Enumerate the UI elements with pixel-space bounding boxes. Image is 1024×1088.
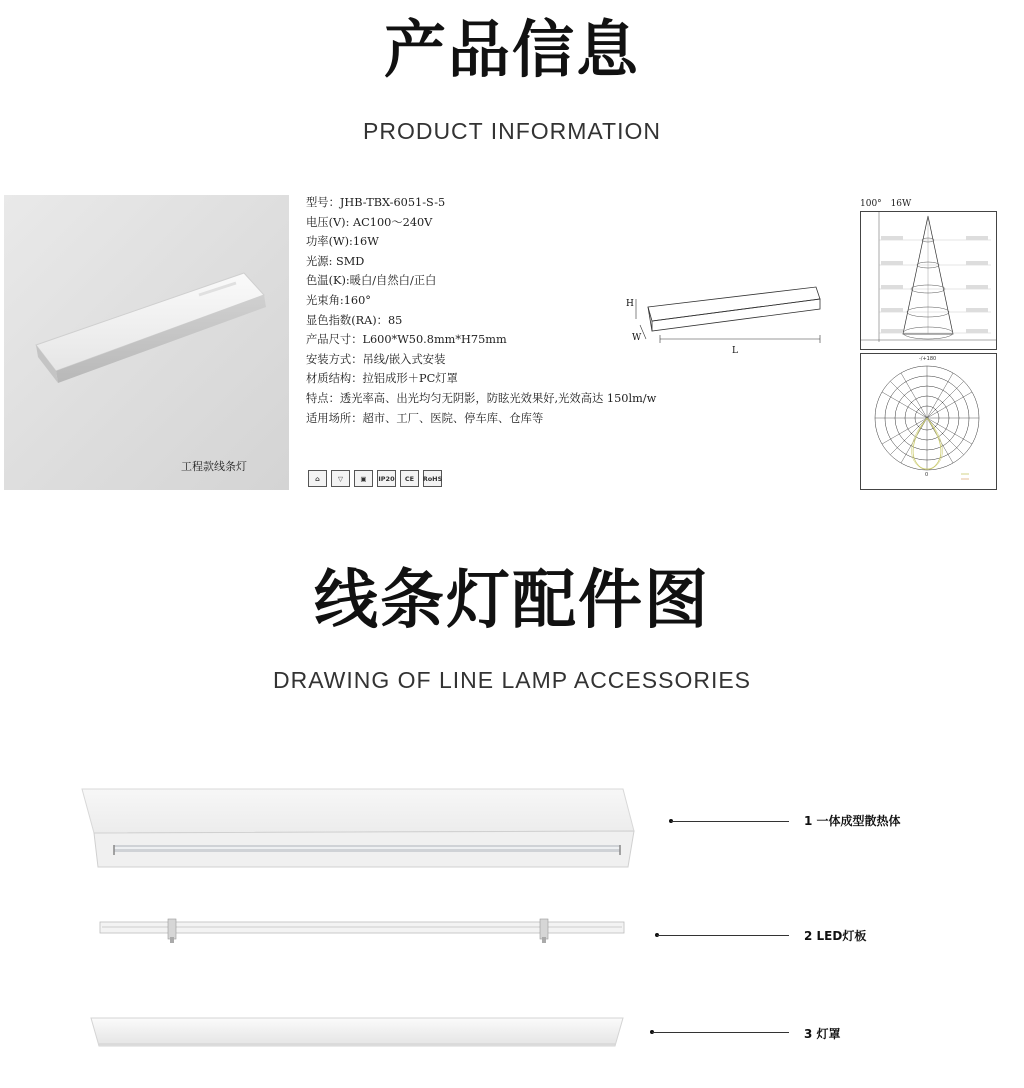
rohs-icon: RoHS	[423, 470, 442, 487]
spec-voltage: 电压(V): AC100～240V	[306, 215, 433, 229]
section-subtitle-accessories: DRAWING OF LINE LAMP ACCESSORIES	[272, 667, 752, 693]
dim-h-label: H	[626, 299, 634, 309]
spec-light-source: 光源: SMD	[306, 254, 365, 268]
spec-list	[306, 193, 656, 428]
line-lamp-illustration	[4, 195, 289, 490]
dim-w-label: W	[632, 333, 642, 343]
section-subtitle-product-info: PRODUCT INFORMATION	[363, 118, 661, 144]
spec-size: 产品尺寸：L600*W50.8mm*H75mm	[306, 333, 507, 347]
leader-line-2	[657, 935, 789, 936]
leader-line-3	[652, 1032, 789, 1033]
spec-cri: 显色指数(RA)：85	[306, 313, 403, 327]
spec-power: 功率(W):16W	[306, 235, 379, 249]
diffuser-drawing	[85, 1014, 630, 1050]
accessory-label-diffuser: 3 灯罩	[804, 1027, 841, 1041]
double-insulation-icon: ▣	[354, 470, 373, 487]
cone-graphic	[861, 212, 996, 349]
accessory-housing-image	[78, 785, 638, 870]
polar-distribution-diagram	[860, 353, 997, 490]
certification-icons	[308, 470, 442, 487]
illuminance-cone-diagram	[860, 211, 997, 350]
section-title-accessories: 线条灯配件图	[314, 564, 710, 638]
housing-drawing	[78, 785, 638, 870]
spec-material: 材质结构：拉铝成形＋PC灯罩	[306, 372, 458, 386]
spec-color-temp: 色温(K):暖白/自然白/正白	[306, 274, 437, 288]
spec-installation: 安装方式：吊线/嵌入式安装	[306, 352, 446, 366]
photometric-header	[860, 199, 911, 209]
product-photo	[4, 195, 289, 490]
spec-applications: 适用场所：超市、工厂、医院、停车库、仓库等	[306, 411, 544, 425]
spec-beam-angle: 光束角:160°	[306, 293, 371, 307]
leader-line-1	[671, 821, 789, 822]
spec-features: 特点：透光率高、出光均匀无阴影，防眩光效果好,光效高达 150lm/w	[306, 391, 657, 405]
ce-icon: CE	[400, 470, 419, 487]
ip20-icon: IP20	[377, 470, 396, 487]
accessory-diffuser-image	[85, 1014, 630, 1050]
photo-caption: 工程款线条灯	[181, 460, 247, 473]
spec-model: 型号：JHB-TBX-6051-S-5	[306, 196, 446, 209]
accessory-label-housing: 1 一体成型散热体	[804, 814, 901, 828]
dim-l-label: L	[732, 346, 738, 356]
polar-graphic	[861, 354, 996, 489]
polar-top-label: -/+180	[919, 356, 937, 362]
accessory-led-board-image	[98, 915, 628, 945]
f-mark-icon: ▽	[331, 470, 350, 487]
accessory-label-led-board: 2 LED灯板	[804, 929, 867, 943]
dimension-drawing	[620, 285, 830, 360]
house-icon: ⌂	[308, 470, 327, 487]
polar-bottom-label: 0	[925, 472, 929, 478]
lamp-outline-drawing	[620, 285, 830, 360]
beam-angle-label: 100°	[860, 199, 882, 209]
section-title-product-info: 产品信息	[383, 13, 640, 86]
power-label: 16W	[890, 199, 912, 209]
led-board-drawing	[98, 915, 628, 945]
